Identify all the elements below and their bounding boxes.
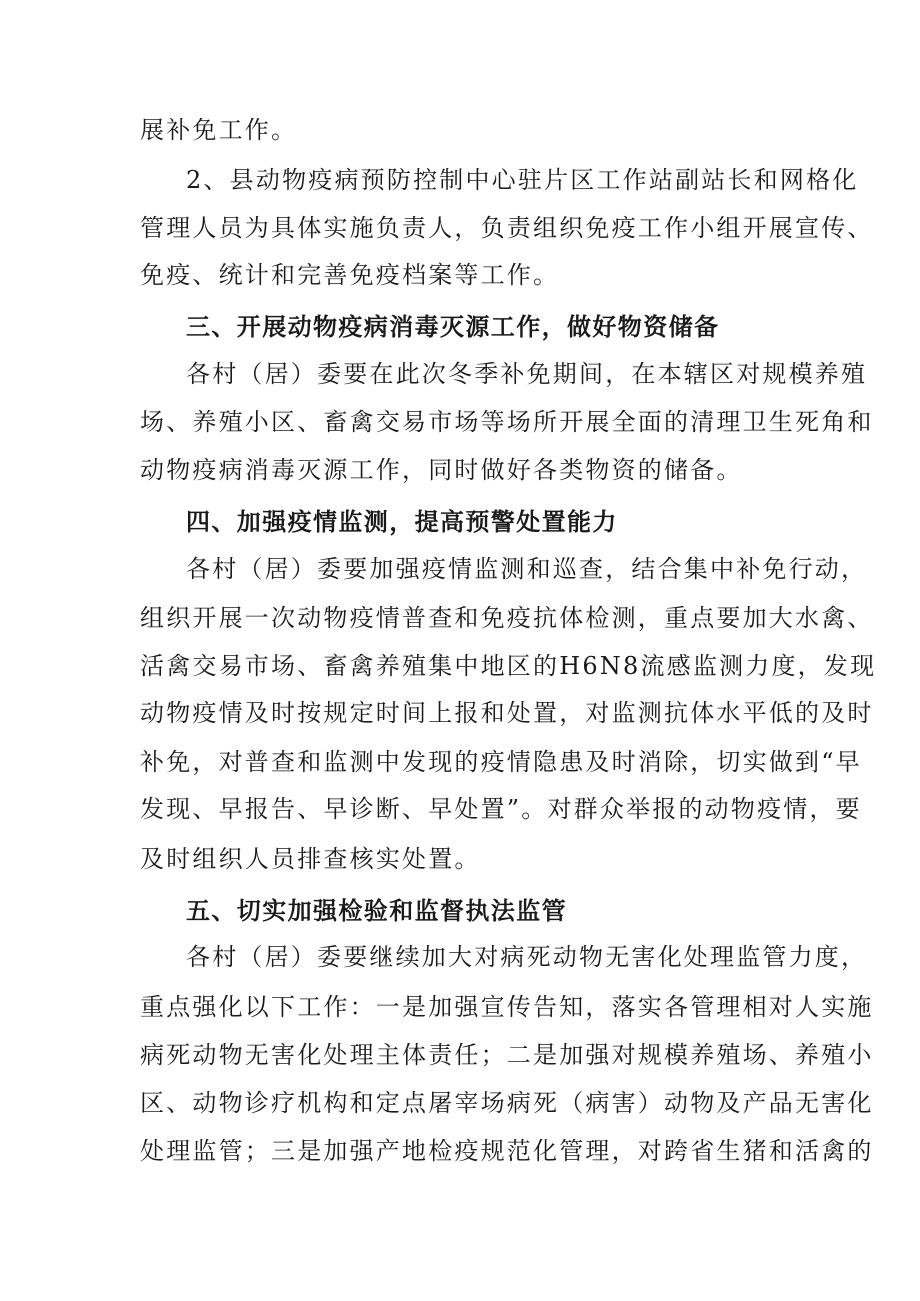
body-text-line: 动物疫情及时按规定时间上报和处置，对监测抗体水平低的及时 bbox=[140, 699, 874, 727]
body-text-line: 处理监管；三是加强产地检疫规范化管理，对跨省生猪和活禽的 bbox=[140, 1137, 874, 1165]
section-heading-4: 四、加强疫情监测，提高预警处置能力 bbox=[186, 508, 618, 536]
body-text-line: 及时组织人员排查核实处置。 bbox=[140, 845, 481, 873]
section-heading-5: 五、切实加强检验和监督执法监管 bbox=[186, 897, 567, 925]
body-text-line: 重点强化以下工作：一是加强宣传告知，落实各管理相对人实施 bbox=[140, 993, 874, 1021]
body-text-line: 动物疫病消毒灭源工作，同时做好各类物资的储备。 bbox=[140, 456, 743, 484]
body-text-line: 展补免工作。 bbox=[140, 116, 298, 144]
body-text-line: 各村（居）委要加强疫情监测和巡查，结合集中补免行动， bbox=[186, 555, 868, 583]
body-text-line: 补免，对普查和监测中发现的疫情隐患及时消除，切实做到“早 bbox=[140, 748, 862, 776]
section-heading-3: 三、开展动物疫病消毒灭源工作，做好物资储备 bbox=[186, 313, 720, 341]
body-text-line: 组织开展一次动物疫情普查和免疫抗体检测，重点要加大水禽、 bbox=[140, 604, 874, 632]
body-text-line: 发现、早报告、早诊断、早处置”。对群众举报的动物疫情，要 bbox=[140, 795, 862, 823]
body-text-line: 各村（居）委要继续加大对病死动物无害化处理监管力度， bbox=[186, 943, 868, 971]
body-text-line: 活禽交易市场、畜禽养殖集中地区的H6N8流感监测力度，发现 bbox=[140, 652, 877, 680]
body-text-line: 场、养殖小区、畜禽交易市场等场所开展全面的清理卫生死角和 bbox=[140, 408, 874, 436]
body-text-line: 免疫、统计和完善免疫档案等工作。 bbox=[140, 261, 560, 289]
body-text-line: 病死动物无害化处理主体责任；二是加强对规模养殖场、养殖小 bbox=[140, 1041, 874, 1069]
body-text-line: 各村（居）委要在此次冬季补免期间，在本辖区对规模养殖 bbox=[186, 360, 868, 388]
body-text-line: 区、动物诊疗机构和定点屠宰场病死（病害）动物及产品无害化 bbox=[140, 1089, 874, 1117]
body-text-line: 管理人员为具体实施负责人，负责组织免疫工作小组开展宣传、 bbox=[140, 214, 874, 242]
body-text-line: 2、县动物疫病预防控制中心驻片区工作站副站长和网格化 bbox=[186, 166, 859, 194]
